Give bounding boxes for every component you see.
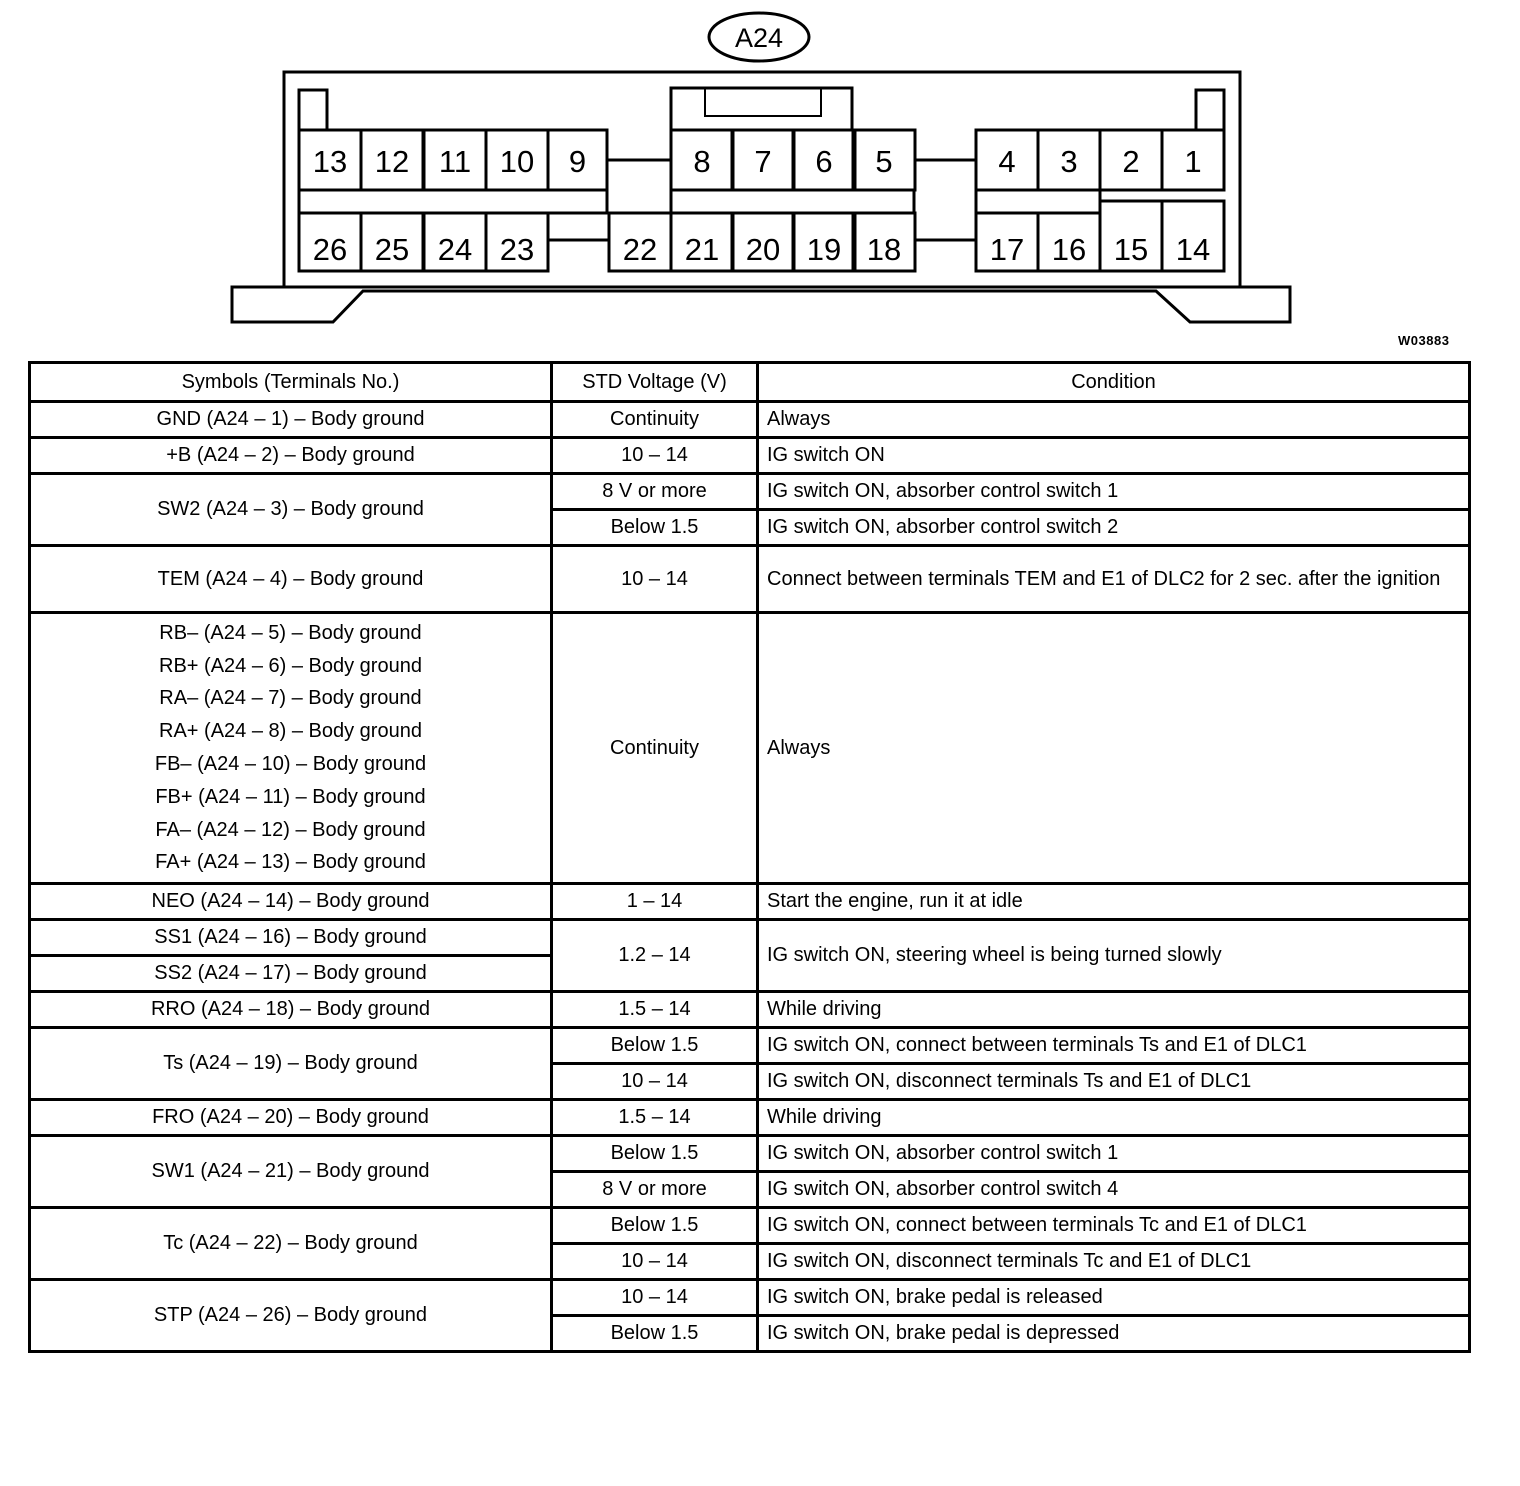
guide-post-left [299,90,327,130]
symbol-line: RB+ (A24 – 6) – Body ground [159,654,422,677]
terminal-number: 18 [866,232,902,267]
table-row [30,884,1470,920]
table-row [30,402,1470,438]
symbol-cell: SW1 (A24 – 21) – Body ground [30,1136,552,1208]
table-row [30,474,1470,510]
table-row [30,1280,1470,1316]
voltage-cell: Below 1.5 [552,1208,758,1244]
terminal-number: 24 [437,232,473,267]
terminal-number: 20 [745,232,781,267]
condition-cell: IG switch ON, absorber control switch 1 [758,474,1470,510]
terminal-number: 6 [815,144,833,179]
header-voltage: STD Voltage (V) [552,363,758,402]
table-row [30,992,1470,1028]
terminal-number: 25 [374,232,410,267]
symbol-cell: FRO (A24 – 20) – Body ground [30,1100,552,1136]
symbol-cell: +B (A24 – 2) – Body ground [30,438,552,474]
symbol-cell: GND (A24 – 1) – Body ground [30,402,552,438]
voltage-cell: Below 1.5 [552,1316,758,1352]
symbol-line: FB+ (A24 – 11) – Body ground [155,785,426,808]
terminal-number: 9 [568,144,587,179]
symbol-cell: SW2 (A24 – 3) – Body ground [30,474,552,546]
voltage-cell: Continuity [552,613,758,884]
symbol-line: FA– (A24 – 12) – Body ground [155,818,426,841]
symbol-line: RA+ (A24 – 8) – Body ground [159,720,422,743]
part-code: W03883 [1398,333,1450,348]
terminal-number: 7 [754,144,772,179]
guide-post-right [1196,90,1224,130]
voltage-cell: 10 – 14 [552,1244,758,1280]
symbol-line: FB– (A24 – 10) – Body ground [154,753,427,775]
terminal-number: 10 [499,144,535,179]
terminal-number: 22 [622,232,658,267]
voltage-cell: Below 1.5 [552,1028,758,1064]
condition-cell: Start the engine, run it at idle [758,884,1470,920]
terminal-number: 21 [684,232,720,267]
voltage-cell: 10 – 14 [552,438,758,474]
voltage-cell: 1.5 – 14 [552,1100,758,1136]
voltage-cell: Below 1.5 [552,510,758,546]
symbol-line: FA+ (A24 – 13) – Body ground [155,851,426,874]
condition-cell: IG switch ON, absorber control switch 4 [758,1172,1470,1208]
voltage-cell: 8 V or more [552,474,758,510]
condition-cell: IG switch ON [758,438,1470,474]
terminal-spec-table [28,361,1471,1353]
terminal-number: 4 [998,144,1016,179]
table-row [30,613,1470,884]
terminal-number: 13 [312,144,348,179]
connector-label: A24 [734,23,784,53]
condition-cell: While driving [758,992,1470,1028]
terminal-number: 5 [875,144,893,179]
terminal-number: 11 [438,144,472,179]
condition-cell: IG switch ON, brake pedal is depressed [758,1316,1470,1352]
terminal-number: 3 [1060,144,1078,179]
condition-cell: IG switch ON, absorber control switch 2 [758,510,1470,546]
table-row [30,1208,1470,1244]
terminal-number: 12 [374,144,410,179]
terminal-number: 26 [312,232,348,267]
condition-cell: Connect between terminals TEM and E1 of DLC2 for 2 sec. after the ignition [758,546,1470,613]
locking-tab [671,88,852,130]
voltage-cell: Below 1.5 [552,1136,758,1172]
condition-cell: IG switch ON, steering wheel is being turned slowly [758,920,1470,992]
terminal-number: 15 [1113,232,1149,267]
table-row [30,1136,1470,1172]
terminal-number: 1 [1184,144,1202,179]
terminal-number: 16 [1051,232,1087,267]
table-row [30,1028,1470,1064]
condition-cell: IG switch ON, connect between terminals Ts and E1 of DLC1 [758,1028,1470,1064]
connector-base [232,287,1290,322]
symbol-cell: SS2 (A24 – 17) – Body ground [30,956,552,992]
condition-cell: Always [758,613,1470,884]
condition-cell: IG switch ON, connect between terminals Tc and E1 of DLC1 [758,1208,1470,1244]
condition-cell: IG switch ON, disconnect terminals Ts and E1 of DLC1 [758,1064,1470,1100]
table-row [30,1100,1470,1136]
terminal-divider [299,190,607,213]
terminal-number: 17 [989,232,1025,267]
symbol-cell: STP (A24 – 26) – Body ground [30,1280,552,1352]
condition-cell: IG switch ON, absorber control switch 1 [758,1136,1470,1172]
voltage-cell: 10 – 14 [552,1280,758,1316]
locking-tab-slot [705,88,821,116]
condition-cell: IG switch ON, brake pedal is released [758,1280,1470,1316]
symbol-group-cell [30,613,552,884]
voltage-cell: 8 V or more [552,1172,758,1208]
table-row [30,438,1470,474]
voltage-cell: 1 – 14 [552,884,758,920]
voltage-cell: 1.2 – 14 [552,920,758,992]
header-condition: Condition [758,363,1470,402]
symbol-cell: TEM (A24 – 4) – Body ground [30,546,552,613]
condition-cell: Always [758,402,1470,438]
voltage-cell: 1.5 – 14 [552,992,758,1028]
symbol-line: RB– (A24 – 5) – Body ground [159,621,422,644]
terminal-number: 23 [499,232,535,267]
voltage-cell: 10 – 14 [552,546,758,613]
terminal-number: 2 [1122,144,1140,179]
symbol-cell: Tc (A24 – 22) – Body ground [30,1208,552,1280]
voltage-cell: Continuity [552,402,758,438]
table-row [30,546,1470,613]
terminal-divider [976,190,1100,213]
terminal-divider [671,190,914,213]
terminal-number: 8 [693,144,711,179]
connector-diagram [0,0,1520,360]
symbol-cell: RRO (A24 – 18) – Body ground [30,992,552,1028]
condition-cell: While driving [758,1100,1470,1136]
header-symbols: Symbols (Terminals No.) [30,363,552,402]
table-row [30,920,1470,956]
terminal-number: 14 [1175,232,1211,267]
table-header-row [30,363,1470,402]
symbol-cell: SS1 (A24 – 16) – Body ground [30,920,552,956]
symbol-cell: NEO (A24 – 14) – Body ground [30,884,552,920]
voltage-cell: 10 – 14 [552,1064,758,1100]
condition-cell: IG switch ON, disconnect terminals Tc and E1 of DLC1 [758,1244,1470,1280]
symbol-line: RA– (A24 – 7) – Body ground [159,687,422,710]
symbol-cell: Ts (A24 – 19) – Body ground [30,1028,552,1100]
terminal-number: 19 [806,232,842,267]
